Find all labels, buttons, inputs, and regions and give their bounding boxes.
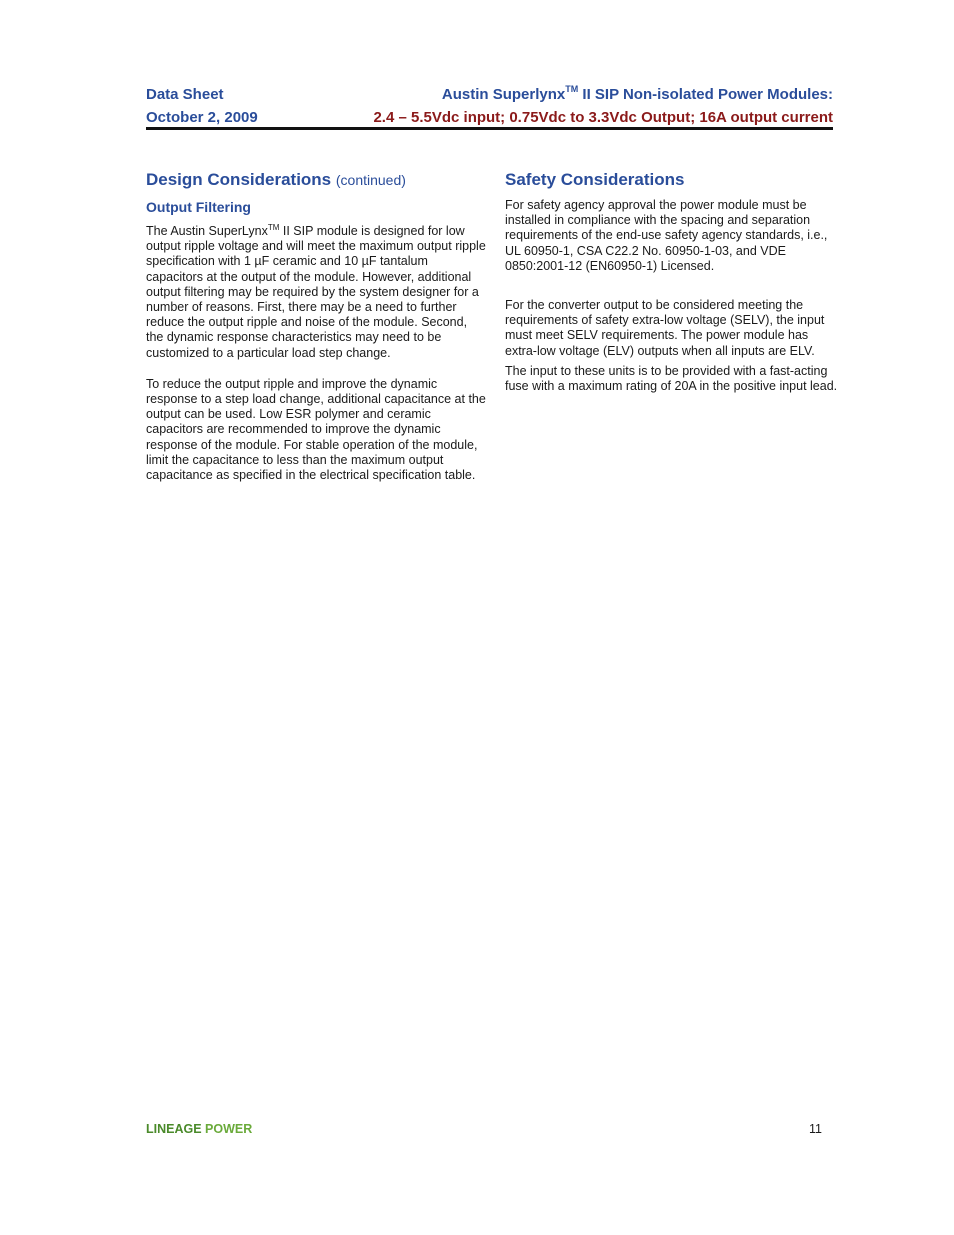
safety-paragraph-2: For the converter output to be considered meeting the requirements of safety extra-low voltage (SELV), the input must meet SELV requirements. The power module has extra-low voltage (ELV) outputs when all inputs are ELV. <box>505 298 825 358</box>
doc-subtitle: 2.4 – 5.5Vdc input; 0.75Vdc to 3.3Vdc Output; 16A output current <box>373 109 833 126</box>
left-column <box>146 170 486 483</box>
design-considerations-heading: Design Considerations (continued) <box>146 170 406 189</box>
doc-title: Austin Superlynx™ II SIP Non-isolated Power Modules: <box>441 84 833 103</box>
doc-date: October 2, 2009 <box>146 109 258 126</box>
safety-paragraph-1: For safety agency approval the power module must be installed in compliance with the spacing and separation requirements of the end-use safety agency standards, i.e., UL 60950-1, CSA C22.2 No. 60950-1-03, and VDE 0850:2001-12 (EN60950-1) Licensed. <box>505 198 828 273</box>
safety-paragraph-3: The input to these units is to be provided with a fast-acting fuse with a maximum rating of 20A in the positive input lead. <box>505 363 838 394</box>
output-filtering-subheading: Output Filtering <box>146 199 251 215</box>
doc-title-block <box>373 83 833 129</box>
right-column <box>505 170 840 395</box>
output-filtering-paragraph-2: To reduce the output ripple and improve the dynamic response to a step load change, additional capacitance at the output can be used. Low ESR polymer and ceramic capacitors are recommended to improve the dynamic response of the module. For stable operation of the module, limit the capacitance to less than the maximum output capacitance as specified in the electrical specification table. <box>146 376 486 483</box>
trademark-sup: TM <box>565 84 579 94</box>
continued-note: (continued) <box>335 172 406 188</box>
footer-brand: LINEAGE POWER <box>146 1122 253 1136</box>
safety-considerations-heading: Safety Considerations <box>505 170 685 189</box>
page-number: 11 <box>809 1122 822 1136</box>
header-rule <box>146 127 833 130</box>
doc-type-date <box>146 83 258 129</box>
doc-type: Data Sheet <box>146 86 224 103</box>
output-filtering-paragraph-1: The Austin SuperLynx™ II SIP module is designed for low output ripple voltage and will meet the maximum output ripple specification with 1 µF ceramic and 10 µF tantalum capacitors at the output of the module. However, additional output filtering may be required by the system designer for a number of reasons. First, there may be a need to further reduce the output ripple and noise of the module. Second, the dynamic response characteristics may need to be customized to a particular load step change. <box>146 223 486 360</box>
